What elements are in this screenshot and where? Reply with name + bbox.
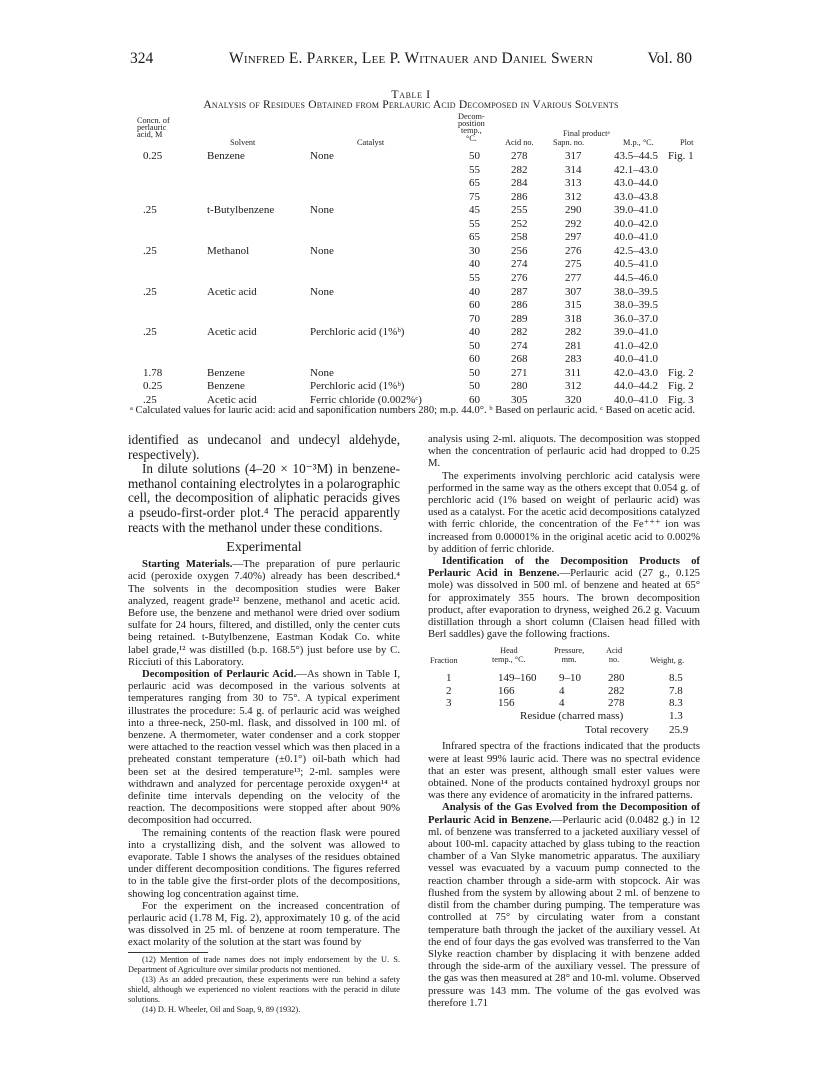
table-row (0, 286, 827, 300)
cell-sapn-no: 275 (565, 258, 582, 271)
cell-mp: 38.0–39.5 (614, 299, 658, 312)
fraction-cell-acid-no: 280 (608, 672, 625, 685)
paragraph: Analysis of the Gas Evolved from the Decomposition of Perlauric Acid in Benzene.—Perlauric acid (0.0482 g.) in 12 ml. of benzene was transferred to a jacketed auxiliary vessel of about 100-ml. capacity attached by glass tubing to the reaction chamber of a Van Slyke manometric apparatus. The auxiliary vessel was evacuated by a vacuum pump connected to the reaction chamber through a side-arm with stopcock. Air was flushed from the system by allowing about 2 ml. of benzene to distil from the chamber during pumping. The temperature was controlled at 75° by circulating water from a constant temperature bath through the jacket of the auxiliary vessel. At the end of four days the gas evolved was transferred to the Van Slyke reaction chamber by displacing it with benzene added through the side-arm of the auxiliary vessel. The pressure of the gas was then measured at 28° and 10-ml. volume. Observed pressure was 143 mm. The volume of the gas evolved was therefore 1.71 (428, 801, 701, 1009)
cell-temp: 50 (469, 150, 480, 162)
right-column (428, 433, 700, 1009)
fraction-cell-fraction: 1 (446, 672, 452, 685)
run-in-heading: Starting Materials. (142, 558, 233, 571)
run-in-heading: Decomposition of Perlauric Acid. (142, 667, 297, 680)
paragraph: The experiments involving perchloric acid catalysis were performed in the same way as the others except that 0.054 g. of perchloric acid (1% based on weight of perlauric acid) was used as a catalyst. For the acetic acid decompositions catalyzed with ferric chloride, the concentration of the Fe⁺⁺⁺ ion was increased from 0.00001% in the original acetic acid to 0.002% by addition of ferric chloride. (428, 469, 700, 555)
cell-concn: .25 (143, 393, 157, 406)
header-concn: Concn. of perlauric acid, M (137, 116, 170, 140)
cell-sapn-no: 283 (565, 353, 582, 366)
paragraph: Identification of the Decomposition Products of Perlauric Acid in Benzene.—Perlauric acid (27 g., 0.125 mole) was dissolved in 500 ml. of benzene and heated at 65° for approximately 355 hours. The brown decomposition product, after evaporation to dryness, weighed 26.2 g. Vacuum distillation through a short column (Claisen head filled with Berl saddles) gave the following fractions. (428, 555, 701, 641)
paragraph: Decomposition of Perlauric Acid.—As shown in Table I, perlauric acid was decomposed in the various solvents at temperatures ranging from 30 to 75°. A typical experiment illustrates the procedure: 5.4 g. of perlauric acid was weighed into a three-neck, 250-ml. flask, and dissolved in 100 ml. of benzene. A thermometer, water condenser and a cork stopper were attached to the reaction vessel which was then placed in a preheated constant temperature (±0.1°) oil-bath which had been set at the desired temperature¹³; 2-ml. samples were withdrawn and analyzed for percentage peroxide oxygen¹⁴ at definite time intervals depending on the velocity of the reaction. The decompositions were stopped after about 90% decomposition had occurred. (128, 667, 400, 827)
cell-plot: Fig. 2 (668, 380, 694, 393)
cell-temp: 45 (469, 204, 480, 217)
fraction-cell-acid-no: 282 (608, 684, 625, 697)
table-row (0, 150, 827, 164)
frac-header-acid-no: Acid no. (606, 646, 623, 665)
cell-concn: .25 (143, 244, 157, 257)
frac-header-weight: Weight, g. (650, 656, 685, 666)
fraction-cell-pressure: 4 (559, 697, 565, 710)
table-row (0, 299, 827, 313)
cell-solvent: Methanol (207, 244, 250, 257)
header-catalyst: Catalyst (357, 138, 385, 147)
cell-catalyst: Ferric chloride (0.002%ᶜ) (310, 393, 422, 406)
cell-acid-no: 268 (511, 353, 528, 366)
table-row (0, 231, 827, 245)
cell-acid-no: 282 (511, 326, 528, 339)
cell-temp: 50 (469, 339, 480, 352)
fraction-cell-fraction: 2 (446, 684, 452, 697)
cell-mp: 40.0–42.0 (614, 217, 658, 230)
table-row (0, 191, 827, 205)
cell-mp: 42.5–43.0 (614, 244, 658, 257)
header-acid-no: Acid no. (505, 138, 534, 147)
cell-acid-no: 276 (511, 271, 528, 284)
fraction-cell-weight: 8.5 (669, 672, 683, 685)
cell-solvent: Benzene (207, 380, 245, 393)
cell-concn: .25 (143, 285, 157, 298)
table-row (0, 272, 827, 286)
table-row (0, 340, 827, 354)
cell-sapn-no: 311 (565, 366, 582, 379)
table-row (0, 164, 827, 178)
cell-mp: 43.0–44.0 (614, 177, 658, 190)
fraction-cell-pressure: 9–10 (559, 672, 581, 685)
table-row (0, 218, 827, 232)
cell-acid-no: 274 (511, 258, 528, 271)
cell-mp: 42.1–43.0 (614, 163, 658, 176)
cell-temp: 70 (469, 312, 480, 325)
cell-sapn-no: 312 (565, 380, 582, 393)
cell-mp: 43.5–44.5 (614, 150, 658, 162)
cell-sapn-no: 282 (565, 326, 582, 339)
run-in-heading: Identification of the Decomposition Products of Perlauric Acid in Benzene. (428, 555, 700, 580)
paragraph: Infrared spectra of the fractions indicated that the products were at least 99% lauric acid. There was no spectral evidence that an ester was present, although small ester values were obtained. None of the products contained hydroxyl groups nor was there any evidence of aromaticity in the infrared patterns. (428, 740, 700, 802)
cell-mp: 42.0–43.0 (614, 366, 658, 379)
residue-value: 1.3 (669, 710, 683, 723)
cell-acid-no: 282 (511, 163, 528, 176)
cell-concn: .25 (143, 326, 157, 339)
author-line: Winfred E. Parker, Lee P. Witnauer and Daniel Swern (229, 50, 593, 67)
cell-temp: 50 (469, 366, 480, 379)
cell-mp: 44.0–44.2 (614, 380, 658, 393)
cell-catalyst: Perchloric acid (1%ᵇ) (310, 326, 405, 339)
cell-acid-no: 286 (511, 190, 528, 203)
cell-concn: 0.25 (143, 380, 163, 393)
table-row (0, 367, 827, 381)
header-sapn-no: Sapn. no. (553, 138, 585, 147)
total-label: Total recovery (585, 724, 649, 737)
residue-label: Residue (charred mass) (520, 710, 624, 723)
header-mp: M.p., °C. (623, 138, 654, 147)
fraction-cell-weight: 7.8 (669, 684, 683, 697)
footnote: (14) D. H. Wheeler, Oil and Soap, 9, 89 (1932). (142, 1004, 301, 1014)
cell-mp: 36.0–37.0 (614, 312, 658, 325)
paragraph: The remaining contents of the reaction flask were poured into a crystallizing dish, and the solvent was allowed to evaporate. Table I shows the analyses of the residues obtained under different decomposition conditions. The figures referred to in the table give the first-order plots of the decompositions, showing log concentration against time. (128, 826, 400, 900)
table-row (0, 258, 827, 272)
cell-temp: 55 (469, 163, 480, 176)
fractions-table (428, 640, 700, 740)
header-decomp-temp: Decom- position temp., °C. (458, 112, 485, 143)
cell-temp: 55 (469, 271, 480, 284)
cell-acid-no: 289 (511, 312, 528, 325)
cell-catalyst: None (310, 204, 334, 217)
page-number: 324 (130, 50, 154, 67)
cell-mp: 40.0–41.0 (614, 393, 658, 406)
cell-sapn-no: 315 (565, 299, 582, 312)
cell-sapn-no: 276 (565, 244, 582, 257)
header-plot: Plot (680, 138, 694, 147)
run-in-heading: Analysis of the Gas Evolved from the Decomposition of Perlauric Acid in Benzene. (428, 801, 700, 826)
header-solvent: Solvent (230, 138, 256, 147)
footnote: (12) Mention of trade names does not imply endorsement by the U. S. Department of Agriculture over similar products not mentioned. (128, 954, 400, 974)
section-heading: Experimental (226, 540, 302, 556)
table-row (0, 204, 827, 218)
cell-acid-no: 256 (511, 244, 528, 257)
footnote-rule (128, 952, 208, 953)
cell-catalyst: None (310, 244, 334, 257)
table-row (0, 245, 827, 259)
cell-temp: 55 (469, 217, 480, 230)
frac-header-fraction: Fraction (430, 656, 458, 666)
cell-solvent: Acetic acid (207, 326, 257, 339)
paragraph: Starting Materials.—The preparation of pure perlauric acid (peroxide oxygen 7.40%) already has been described.⁴ The solvents in the decomposition studies were Baker analyzed, reagent grade¹² benzene, methanol and acetic acid. Before use, the benzene and methanol were dried over sodium sulfate for 24 hours, filtered, and distilled, only the center cuts being retained. t-Butylbenzene, Eastman Kodak Co. white label grade,¹² was distilled (b.p. 168.5°) just before use by C. Ricciuti of this Laboratory. (128, 558, 400, 668)
table-title: Table I (391, 87, 431, 101)
cell-mp: 43.0–43.8 (614, 190, 658, 203)
cell-mp: 39.0–41.0 (614, 204, 658, 217)
volume-label: Vol. 80 (647, 50, 692, 67)
fraction-cell-pressure: 4 (559, 684, 565, 697)
cell-sapn-no: 320 (565, 393, 582, 406)
fraction-cell-weight: 8.3 (669, 697, 683, 710)
frac-header-pressure: Pressure, mm. (554, 646, 585, 665)
fraction-cell-temp: 149–160 (498, 672, 537, 685)
cell-concn: 0.25 (143, 150, 163, 162)
cell-acid-no: 284 (511, 177, 528, 190)
cell-sapn-no: 290 (565, 204, 582, 217)
cell-concn: .25 (143, 204, 157, 217)
cell-catalyst: None (310, 150, 334, 162)
cell-sapn-no: 292 (565, 217, 582, 230)
cell-temp: 65 (469, 177, 480, 190)
table-caption: Analysis of Residues Obtained from Perlauric Acid Decomposed in Various Solvents (203, 99, 619, 111)
table-row (0, 177, 827, 191)
cell-plot: Fig. 3 (668, 393, 694, 406)
cell-mp: 40.0–41.0 (614, 231, 658, 244)
fraction-cell-acid-no: 278 (608, 697, 625, 710)
cell-temp: 40 (469, 326, 480, 339)
cell-mp: 44.5–46.0 (614, 271, 658, 284)
fraction-cell-temp: 166 (498, 684, 515, 697)
fraction-cell-temp: 156 (498, 697, 515, 710)
cell-catalyst: Perchloric acid (1%ᵇ) (310, 380, 405, 393)
cell-mp: 40.5–41.0 (614, 258, 658, 271)
cell-temp: 40 (469, 258, 480, 271)
cell-solvent: t-Butylbenzene (207, 204, 275, 217)
cell-temp: 75 (469, 190, 480, 203)
fraction-cell-fraction: 3 (446, 697, 452, 710)
table-row (0, 353, 827, 367)
cell-sapn-no: 307 (565, 285, 582, 298)
paragraph: identified as undecanol and undecyl aldehyde, respectively). (128, 432, 400, 462)
cell-solvent: Benzene (207, 150, 245, 162)
cell-temp: 65 (469, 231, 480, 244)
cell-sapn-no: 318 (565, 312, 582, 325)
cell-temp: 60 (469, 393, 480, 406)
cell-solvent: Acetic acid (207, 393, 257, 406)
cell-temp: 50 (469, 380, 480, 393)
cell-catalyst: None (310, 366, 334, 379)
cell-acid-no: 305 (511, 393, 528, 406)
cell-temp: 40 (469, 285, 480, 298)
cell-acid-no: 258 (511, 231, 528, 244)
paragraph: analysis using 2-ml. aliquots. The decomposition was stopped when the concentration of perlauric acid had dropped to 0.25 M. (428, 433, 700, 470)
header-final-product: Final productᵃ (563, 129, 610, 138)
cell-acid-no: 286 (511, 299, 528, 312)
left-column (128, 433, 400, 1015)
cell-acid-no: 274 (511, 339, 528, 352)
cell-mp: 41.0–42.0 (614, 339, 658, 352)
cell-sapn-no: 277 (565, 271, 582, 284)
cell-plot: Fig. 1 (668, 150, 694, 162)
cell-sapn-no: 281 (565, 339, 582, 352)
cell-acid-no: 271 (511, 366, 528, 379)
cell-temp: 30 (469, 244, 480, 257)
cell-acid-no: 287 (511, 285, 528, 298)
cell-plot: Fig. 2 (668, 366, 694, 379)
total-value: 25.9 (669, 724, 689, 737)
cell-mp: 40.0–41.0 (614, 353, 658, 366)
cell-sapn-no: 312 (565, 190, 582, 203)
cell-solvent: Acetic acid (207, 285, 257, 298)
cell-acid-no: 278 (511, 150, 528, 162)
paragraph: In dilute solutions (4–20 × 10⁻³M) in benzene-methanol containing electrolytes in a polarographic cell, the decomposition of aliphatic peracids gives a pseudo-first-order plot.⁴ The peracid apparently reacts with the methanol under these conditions. (128, 461, 400, 535)
cell-acid-no: 280 (511, 380, 528, 393)
cell-mp: 38.0–39.5 (614, 285, 658, 298)
cell-temp: 60 (469, 299, 480, 312)
cell-catalyst: None (310, 285, 334, 298)
cell-acid-no: 252 (511, 217, 528, 230)
table-row (0, 380, 827, 394)
paragraph: For the experiment on the increased concentration of perlauric acid (1.78 M, Fig. 2), approximately 10 g. of the acid was dissolved in 25 ml. of benzene at room temperature. The exact molarity of the solution at the start was found by (128, 899, 400, 949)
cell-sapn-no: 297 (565, 231, 582, 244)
cell-acid-no: 255 (511, 204, 528, 217)
table-row (0, 313, 827, 327)
cell-concn: 1.78 (143, 366, 163, 379)
running-head (130, 50, 692, 70)
cell-mp: 39.0–41.0 (614, 326, 658, 339)
footnote: (13) As an added precaution, these experiments were run behind a safety shield, although we experienced no violent reactions with the peracid in dilute solutions. (128, 974, 400, 1004)
cell-solvent: Benzene (207, 366, 245, 379)
cell-sapn-no: 314 (565, 163, 582, 176)
frac-header-head-temp: Head temp., °C. (492, 646, 526, 665)
table-row (0, 326, 827, 340)
cell-sapn-no: 317 (565, 150, 582, 162)
cell-sapn-no: 313 (565, 177, 582, 190)
cell-temp: 60 (469, 353, 480, 366)
table-footnote: ᵃ Calculated values for lauric acid: acid and saponification numbers 280; m.p. 44.0°. ᵇ Based on perlauric acid. ᶜ Based on acetic acid. (130, 405, 695, 416)
